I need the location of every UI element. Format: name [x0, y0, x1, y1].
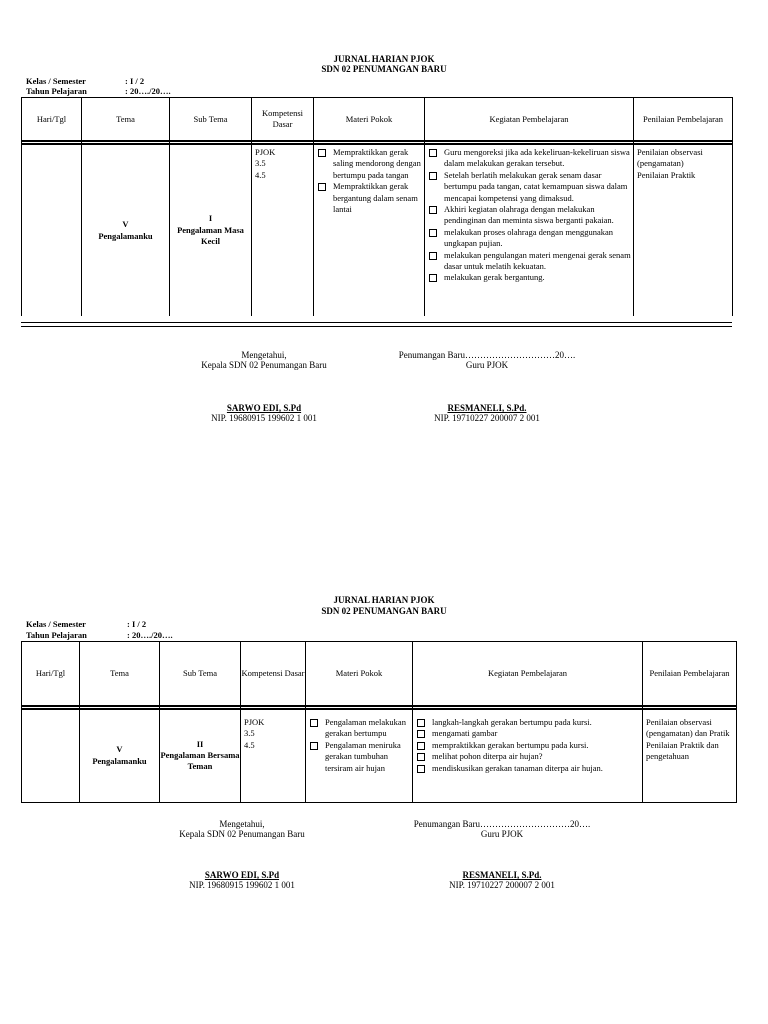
guru-nip: NIP. 19710227 200007 2 001 [434, 413, 540, 423]
header-penilaian: Penilaian Pembelajaran [634, 98, 733, 142]
penilaian-cell [634, 144, 733, 316]
place-date: Penumangan Baru…………………………20…. [413, 819, 591, 829]
materi-list [317, 147, 422, 215]
mengetahui-label: Mengetahui, [219, 819, 265, 829]
kegiatan-list [428, 147, 631, 284]
kepala-nip: NIP. 19680915 199602 1 001 [189, 880, 295, 890]
kegiatan-list [416, 717, 640, 774]
guru-label: Guru PJOK [465, 360, 509, 370]
table-bottom-rule [21, 322, 732, 323]
penilaian-cell [643, 709, 737, 802]
subtema-number: I [208, 213, 213, 224]
kompetensi-cell [252, 144, 314, 316]
tahun-value: : 20…./20…. [125, 86, 171, 96]
table-header-row [22, 642, 737, 707]
tema-number: V [116, 744, 123, 755]
kegiatan-item: mendiskusikan gerakan tanaman diterpa air hujan. [416, 763, 640, 774]
mengetahui-label: Mengetahui, [241, 350, 287, 360]
guru-name: RESMANELI, S.Pd. [462, 870, 542, 880]
journal-title: JURNAL HARIAN PJOK [333, 54, 435, 64]
kompetensi-item: 3.5 [255, 158, 266, 169]
kegiatan-item: mengamati gambar [416, 728, 640, 739]
tema-cell [80, 709, 160, 802]
guru-nip: NIP. 19710227 200007 2 001 [449, 880, 555, 890]
kelas-label: Kelas / Semester [26, 619, 86, 629]
kegiatan-cell [413, 709, 643, 802]
penilaian-item: Penilaian Praktik dan pengetahuan [646, 739, 719, 762]
kegiatan-item: melakukan pengulangan materi mengenai gerak senam dasar untuk melatih kekuatan. [428, 250, 631, 273]
hari-cell [22, 144, 82, 316]
tahun-value: : 20…./20…. [127, 630, 173, 640]
kegiatan-item: melakukan gerak bergantung. [428, 272, 631, 283]
kepala-label: Kepala SDN 02 Penumangan Baru [179, 829, 305, 839]
kegiatan-cell [425, 144, 634, 316]
signature-right [397, 819, 607, 890]
kegiatan-item: Akhiri kegiatan olahraga dengan melakukan pendinginan dan meminta siswa berganti pakaian. [428, 204, 631, 227]
signature-left [137, 819, 347, 890]
tahun-label: Tahun Pelajaran [26, 630, 87, 640]
header-penilaian: Penilaian Pembelajaran [643, 642, 737, 707]
subtema-number: II [196, 738, 204, 749]
kompetensi-item: PJOK [244, 717, 265, 727]
place-date: Penumangan Baru…………………………20…. [398, 350, 576, 360]
signature-left [159, 350, 369, 423]
header-kompetensi: Kompetensi Dasar [252, 98, 314, 142]
materi-list [309, 717, 410, 774]
materi-item: Mempraktikkan gerak bergantung dalam senam lantai [317, 181, 422, 215]
header-tema: Tema [80, 642, 160, 707]
journal-table [21, 97, 733, 316]
kepala-nip: NIP. 19680915 199602 1 001 [211, 413, 317, 423]
kompetensi-item: PJOK [255, 147, 276, 157]
subtema-cell [160, 709, 241, 802]
kelas-label: Kelas / Semester [26, 76, 86, 86]
penilaian-item: Penilaian Praktik [637, 169, 696, 180]
kompetensi-item: 3.5 [244, 728, 255, 739]
guru-name: RESMANELI, S.Pd. [447, 403, 527, 413]
table-row [22, 709, 737, 802]
kompetensi-cell [241, 709, 306, 802]
penilaian-item: Penilaian observasi (pengamatan) dan Pratik [646, 717, 730, 739]
kompetensi-item: 4.5 [244, 739, 255, 750]
kegiatan-item: Setelah berlatih melakukan gerak senam dasar bertumpu pada tangan, catat kemampuan siswa dalam mencapai kompetensi yang dimaksud. [428, 170, 631, 204]
header-tema: Tema [82, 98, 170, 142]
kegiatan-item: langkah-langkah gerakan bertumpu pada kursi. [416, 717, 640, 728]
kegiatan-item: Guru mengoreksi jika ada kekeliruan-kekeliruan siswa dalam melakukan gerakan tersebut. [428, 147, 631, 170]
header-hari: Hari/Tgl [22, 642, 80, 707]
school-name: SDN 02 PENUMANGAN BARU [321, 64, 447, 74]
kelas-semester-row [26, 76, 144, 86]
table-bottom-rule [21, 326, 732, 327]
penilaian-item: Penilaian observasi (pengamatan) [637, 147, 703, 169]
kelas-value: : I / 2 [127, 619, 147, 629]
materi-item: Mempraktikkan gerak saling mendorong dengan bertumpu pada tangan [317, 147, 422, 181]
header-subtema: Sub Tema [160, 642, 241, 707]
subtema-name: Pengalaman Bersama Teman [160, 750, 240, 772]
materi-item: Pengalaman melakukan gerakan bertumpu [309, 717, 410, 740]
tahun-label: Tahun Pelajaran [26, 86, 87, 96]
kelas-semester-row [26, 619, 146, 629]
school-name: SDN 02 PENUMANGAN BARU [321, 606, 447, 616]
materi-item: Pengalaman meniruka gerakan tumbuhan tersiram air hujan [309, 740, 410, 774]
kepala-label: Kepala SDN 02 Penumangan Baru [201, 360, 327, 370]
header-subtema: Sub Tema [170, 98, 252, 142]
journal-table [21, 641, 737, 803]
header-materi: Materi Pokok [306, 642, 413, 707]
materi-cell [314, 144, 425, 316]
header-kompetensi: Kompetensi Dasar [241, 642, 306, 707]
subtema-name: Pengalaman Masa Kecil [177, 224, 244, 247]
tema-name: Pengalamanku [98, 230, 153, 241]
tema-cell [82, 144, 170, 316]
header-kegiatan: Kegiatan Pembelajaran [413, 642, 643, 707]
kegiatan-item: melakukan proses olahraga dengan menggunakan ungkapan pujian. [428, 227, 631, 250]
subtema-cell [170, 144, 252, 316]
kelas-value: : I / 2 [125, 76, 145, 86]
table-header-row [22, 98, 733, 142]
kepala-name: SARWO EDI, S.Pd [226, 403, 302, 413]
journal-title: JURNAL HARIAN PJOK [333, 595, 435, 605]
table-row [22, 144, 733, 316]
kompetensi-item: 4.5 [255, 169, 266, 180]
hari-cell [22, 709, 80, 802]
kegiatan-item: mempraktikkan gerakan bertumpu pada kursi. [416, 740, 640, 751]
kegiatan-item: melihat pohon diterpa air hujan? [416, 751, 640, 762]
tahun-pelajaran-row [26, 86, 171, 96]
materi-cell [306, 709, 413, 802]
guru-label: Guru PJOK [480, 829, 524, 839]
tema-number: V [122, 219, 129, 230]
tema-name: Pengalamanku [92, 755, 147, 766]
kepala-name: SARWO EDI, S.Pd [204, 870, 280, 880]
header-kegiatan: Kegiatan Pembelajaran [425, 98, 634, 142]
tahun-pelajaran-row [26, 630, 173, 640]
signature-right [382, 350, 592, 423]
header-materi: Materi Pokok [314, 98, 425, 142]
header-hari: Hari/Tgl [22, 98, 82, 142]
